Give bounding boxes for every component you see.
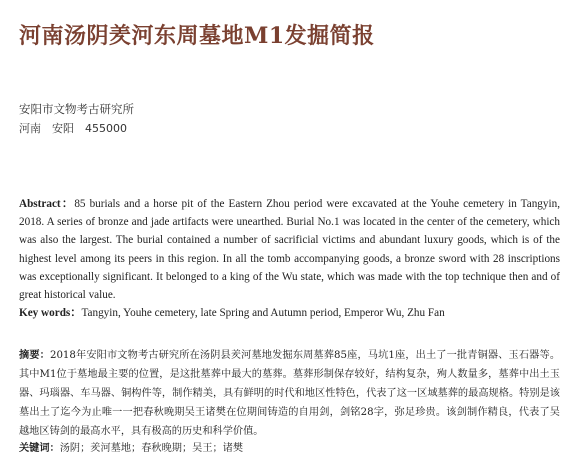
english-abstract — [19, 195, 560, 304]
author-address — [19, 120, 138, 136]
english-abstract-label: Abstract： — [19, 198, 75, 210]
address-province: 河南 — [19, 122, 41, 135]
paper-title: 河南汤阴羑河东周墓地M1发掘简报 — [19, 23, 375, 49]
address-city: 安阳 — [52, 122, 74, 135]
english-keywords-label: Key words： — [19, 307, 82, 319]
author-institution: 安阳市文物考古研究所 — [19, 102, 134, 116]
english-keywords — [19, 304, 560, 322]
address-postcode: 455000 — [85, 122, 127, 135]
chinese-keywords — [19, 439, 243, 458]
chinese-abstract-label: 摘要： — [19, 350, 50, 361]
chinese-abstract-text: 2018年安阳市文物考古研究所在汤阴县羑河墓地发掘东周墓葬85座，马坑1座，出土了一批青铜器、玉石器等。其中M1位于墓地最主要的位置，是这批墓葬中最大的墓葬。墓葬形制保存较好，结构复杂，殉人数量多，墓葬中出土玉器、玛瑙器、车马器、铜构件等，制作精美，具有鲜明的时代和地区性特色，代表了这一区域墓葬的最高规格。特别是该墓出土了迄今为止唯一一把春秋晚期吴王诸樊在位期间铸造的自用剑，剑铭28字，弥足珍贵。该剑制作精良，代表了吴越地区铸剑的最高水平，具有极高的历史和科学价值。 — [19, 350, 561, 437]
english-abstract-text: 85 burials and a horse pit of the Eastern Zhou period were excavated at the Youhe cemetery in Tangyin, 2018. A series of bronze and jade artifacts were unearthed. Burial No.1 was located in the center of the cemetery, which was also the largest. The burial contained a number of sacrificial victims and abundant luxury goods, which is of the highest level among its peers in this region. In all the tomb accompanying goods, a bronze sword with 28 inscriptions was exceptionally significant. It belonged to a king of the Wu state, which was made with the top technique then and of great historical value. — [19, 198, 560, 302]
chinese-abstract — [19, 346, 560, 441]
chinese-keywords-label: 关键词： — [19, 443, 60, 454]
chinese-keywords-text: 汤阴；羑河墓地；春秋晚期；吴王；诸樊 — [59, 443, 244, 454]
english-keywords-text: Tangyin, Youhe cemetery, late Spring and Autumn period, Emperor Wu, Zhu Fan — [81, 307, 445, 319]
